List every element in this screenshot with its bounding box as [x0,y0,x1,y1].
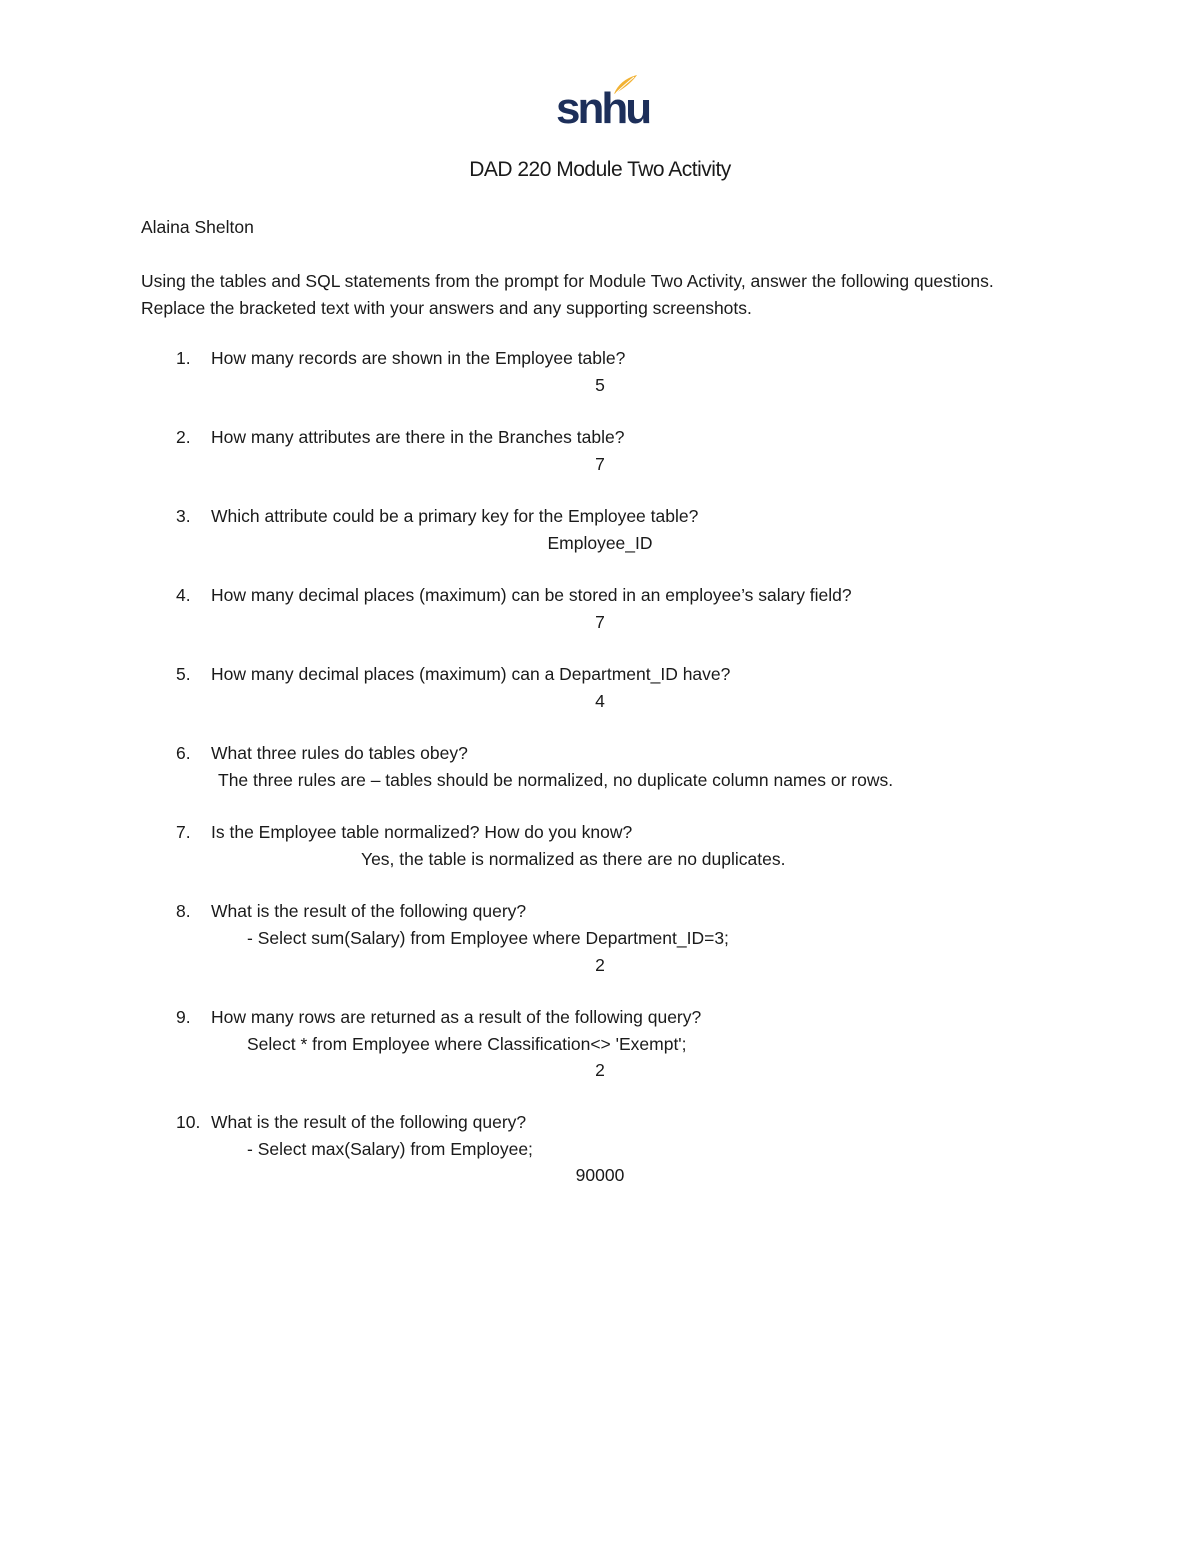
question-7-number: 7. [176,822,191,842]
question-8-number: 8. [176,901,191,921]
question-3-number: 3. [176,506,191,526]
question-8-query: - Select sum(Salary) from Employee where Department_ID=3; [247,928,729,948]
question-2-number: 2. [176,427,191,447]
question-2-answer: 7 [595,454,605,474]
question-5-number: 5. [176,664,191,684]
question-4-number: 4. [176,585,191,605]
question-9-answer: 2 [595,1060,605,1080]
question-3-text: Which attribute could be a primary key for the Employee table? [211,506,699,526]
question-7-text: Is the Employee table normalized? How do you know? [211,822,633,842]
question-3-answer: Employee_ID [547,533,653,553]
question-9-query: Select * from Employee where Classification<> 'Exempt'; [247,1034,687,1054]
question-5-answer: 4 [595,691,605,711]
document-title: DAD 220 Module Two Activity [469,158,731,181]
question-10-answer: 90000 [575,1165,625,1185]
question-1-text: How many records are shown in the Employee table? [211,348,626,368]
question-6-text: What three rules do tables obey? [211,743,468,763]
question-2-text: How many attributes are there in the Branches table? [211,427,625,447]
question-9-text: How many rows are returned as a result of the following query? [211,1007,702,1027]
logo-text: snhu [556,84,650,133]
question-4-answer: 7 [595,612,605,632]
question-8-text: What is the result of the following query? [211,901,527,921]
question-7-answer: Yes, the table is normalized as there are no duplicates. [361,849,786,869]
question-10-query: - Select max(Salary) from Employee; [247,1139,533,1159]
question-4-text: How many decimal places (maximum) can be stored in an employee’s salary field? [211,585,852,605]
question-6-answer: The three rules are – tables should be normalized, no duplicate column names or rows. [218,770,894,790]
question-5-text: How many decimal places (maximum) can a Department_ID have? [211,664,731,684]
question-10-text: What is the result of the following query? [211,1112,527,1132]
question-10-number: 10. [176,1112,201,1132]
question-9-number: 9. [176,1007,191,1027]
instructions-paragraph: Using the tables and SQL statements from the prompt for Module Two Activity, answer the following questions. Replace the bracketed text with your answers and any supporting screenshots. [141,271,994,318]
question-1-answer: 5 [595,375,605,395]
question-6-number: 6. [176,743,191,763]
snhu-logo [556,74,650,133]
question-1-number: 1. [176,348,191,368]
author-name: Alaina Shelton [141,217,254,237]
question-8-answer: 2 [595,955,605,975]
